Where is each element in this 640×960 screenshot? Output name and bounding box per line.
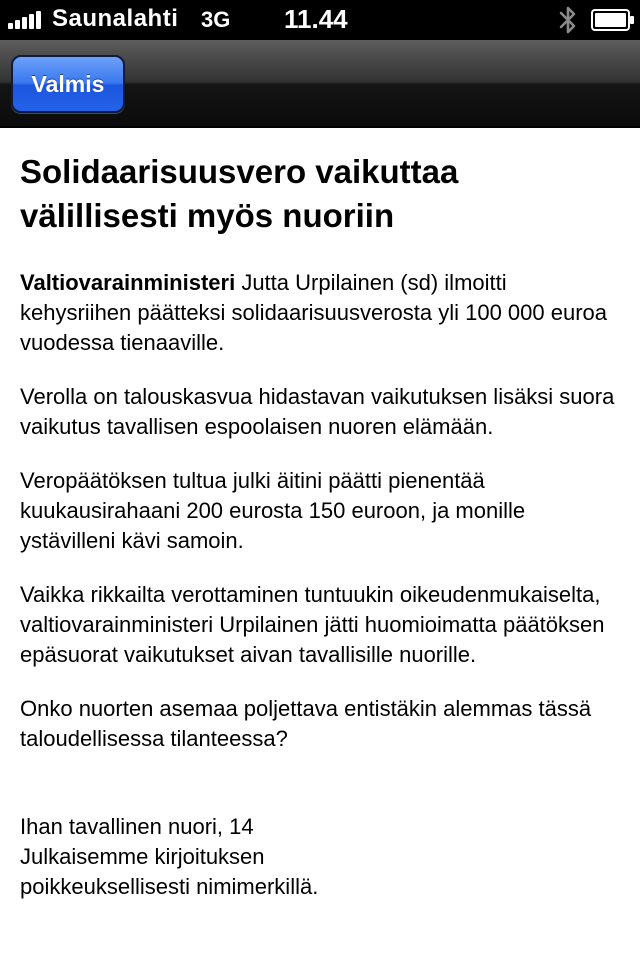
network-type: 3G bbox=[201, 7, 231, 32]
article-title: Solidaarisuusvero vaikuttaa välillisesti myös nuoriin bbox=[20, 153, 459, 234]
done-button[interactable]: Valmis bbox=[11, 55, 125, 113]
article-body bbox=[20, 150, 620, 902]
article-lead-paragraph bbox=[20, 268, 620, 358]
navigation-bar bbox=[0, 40, 640, 128]
signature-line: Ihan tavallinen nuori, 14 bbox=[20, 814, 254, 839]
status-bar bbox=[0, 0, 640, 40]
article-paragraph: Vaikka rikkailta verottaminen tuntuukin oikeudenmukaiselta, valtiovarainministeri Urpilainen jätti huomioimatta päätöksen epäsuorat vaikutukset aivan tavallisille nuorille. bbox=[20, 582, 605, 667]
signal-bars-icon bbox=[8, 11, 46, 29]
status-time: 11.44 bbox=[284, 4, 348, 34]
article-paragraph: Verolla on talouskasvua hidastavan vaikutuksen lisäksi suora vaikutus tavallisen espoolaisen nuoren elämään. bbox=[20, 384, 615, 439]
signature-line: Julkaisemme kirjoituksen bbox=[20, 844, 265, 869]
article-paragraph: Veropäätöksen tultua julki äitini päätti pienentää kuukausirahaani 200 eurosta 150 euroon, ja monille ystävilleni kävi samoin. bbox=[20, 468, 526, 553]
article-signature bbox=[20, 812, 620, 902]
article-paragraph: Onko nuorten asemaa poljettava entistäkin alemmas tässä taloudellisessa tilanteessa? bbox=[20, 696, 592, 751]
bluetooth-icon bbox=[557, 4, 579, 36]
lead-text: Jutta Urpilainen (sd) ilmoitti kehysriihen päätteksi solidaarisuusverosta yli 100 000 euroa vuodessa tienaaville. bbox=[20, 270, 608, 355]
signature-line: poikkeuksellisesti nimimerkillä. bbox=[20, 874, 319, 899]
lead-bold-text: Valtiovarainministeri bbox=[20, 270, 236, 295]
battery-icon bbox=[591, 9, 635, 31]
carrier-name: Saunalahti bbox=[52, 5, 179, 32]
